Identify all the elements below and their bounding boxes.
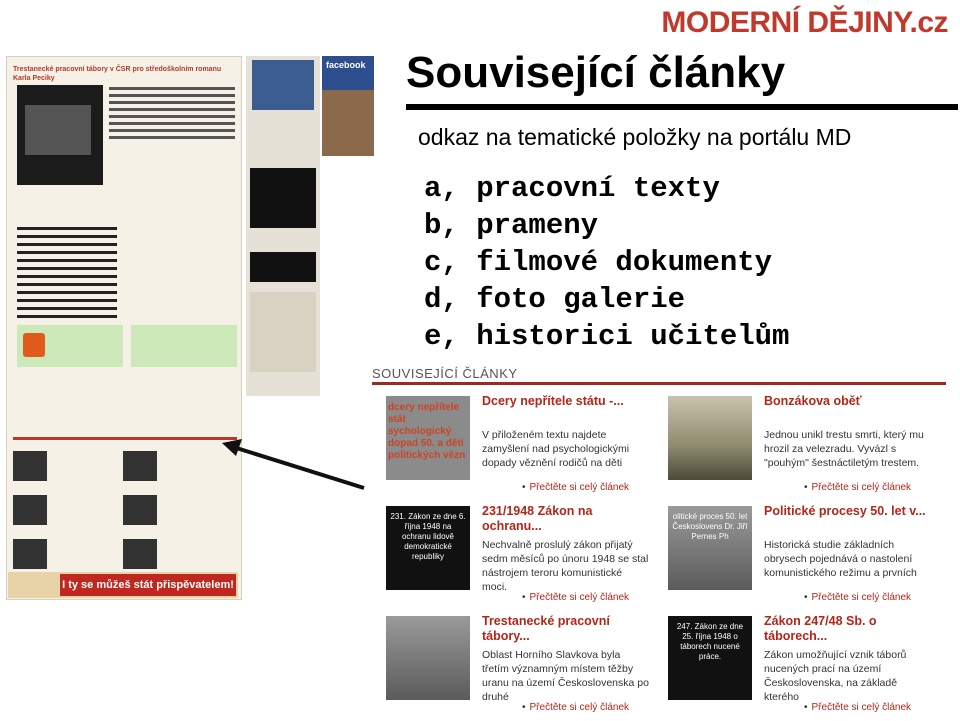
slide-subtitle: odkaz na tematické položky na portálu MD (418, 124, 852, 150)
thumbnail-caption: 231. Zákon ze dne 6. října 1948 na ochranu lidově demokratické republiky (390, 512, 466, 561)
article-title[interactable]: Bonzákova oběť (764, 394, 862, 408)
read-more-link[interactable]: • Přečtěte si celý článek (522, 592, 630, 603)
article-title[interactable]: Trestanecké pracovní tábory... (482, 614, 610, 643)
read-more-link[interactable]: • Přečtěte si celý článek (804, 592, 912, 603)
thumbnail-text-block (109, 87, 235, 143)
article-title[interactable]: Zákon 247/48 Sb. o táborech... (764, 614, 877, 643)
thumbnail-section-rule (13, 437, 237, 440)
thumbnail-book-image (322, 90, 374, 156)
read-more-label: Přečtěte si celý článek (529, 592, 630, 603)
thumbnail-list-block (17, 227, 117, 323)
contributor-banner (8, 572, 238, 598)
article-thumbnail[interactable] (668, 396, 752, 480)
article-card[interactable] (372, 606, 652, 720)
contributor-banner-text: I ty se můžeš stát přispěvatelem! (60, 574, 236, 596)
article-card[interactable] (654, 496, 934, 610)
topic-item: d, foto galerie (424, 283, 686, 316)
article-title[interactable]: Dcery nepřítele státu -... (482, 394, 624, 408)
website-thumbnail (6, 56, 242, 600)
thumbnail-sidebar (246, 56, 320, 396)
article-thumbnail[interactable] (386, 616, 470, 700)
thumbnail-header: Trestanecké pracovní tábory v ČSR pro středoškolním romanu Karla Peciky (13, 66, 222, 82)
topic-item: c, filmové dokumenty (424, 246, 773, 279)
slide-title: Související články (406, 48, 786, 97)
thumbnail-caption: olitické proces 50. let Českoslovens Dr. Jiří Pernes Ph (672, 512, 748, 541)
article-excerpt: Oblast Horního Slavkova byla třetím významným místem těžby uranu na území Československa po druhé (482, 649, 649, 703)
read-more-label: Přečtěte si celý článek (529, 702, 630, 713)
article-card[interactable] (372, 386, 652, 500)
read-more-label: Přečtěte si celý článek (811, 592, 912, 603)
site-logo (661, 6, 948, 40)
read-more-link[interactable]: • Přečtěte si celý článek (804, 482, 912, 493)
panel-heading: SOUVISEJÍCÍ ČLÁNKY (372, 366, 518, 381)
article-thumbnail[interactable] (386, 506, 470, 590)
logo-text-accent: Ě (828, 6, 849, 39)
thumbnail-worksheet-box (131, 325, 237, 367)
thumbnail-caption: 247. Zákon ze dne 25. října 1948 o táborech nucené práce. (676, 622, 744, 661)
topic-item: a, pracovní texty (424, 172, 720, 205)
article-excerpt: Jednou unikl trestu smrti, který mu hrozil za velezradu. Vyvázl s "pouhým" šestnáctiletým trestem. (764, 429, 924, 469)
article-excerpt: Historická studie základních obrysech pojednává o nastolení komunistického režimu a prvních (764, 539, 917, 579)
title-rule (406, 104, 958, 110)
presentation-icon (23, 333, 45, 357)
topic-item: b, prameny (424, 209, 599, 242)
read-more-label: Přečtěte si celý článek (811, 702, 912, 713)
read-more-link[interactable]: • Přečtěte si celý článek (804, 702, 912, 713)
article-card[interactable] (654, 606, 934, 720)
article-card[interactable] (654, 386, 934, 500)
article-title[interactable]: 231/1948 Zákon na ochranu... (482, 504, 593, 533)
topic-item: e, historici učitelům (424, 320, 790, 353)
pointer-arrow-icon (218, 436, 368, 492)
read-more-link[interactable]: • Přečtěte si celý článek (522, 482, 630, 493)
read-more-label: Přečtěte si celý článek (811, 482, 912, 493)
article-thumbnail[interactable] (668, 616, 752, 700)
article-card[interactable] (372, 496, 652, 610)
facebook-label: facebook (326, 60, 366, 70)
logo-text-right: JINY.cz (848, 6, 948, 39)
article-excerpt: Nechvalně proslulý zákon přijatý sedm měsíců po únoru 1948 se stal nástrojem teroru komunistické moci. (482, 539, 649, 593)
logo-text-left: MODERNÍ D (661, 6, 829, 39)
thumbnail-book-cover (17, 85, 103, 185)
article-thumbnail[interactable] (668, 506, 752, 590)
read-more-label: Přečtěte si celý článek (529, 482, 630, 493)
related-articles-panel (372, 362, 946, 718)
article-thumbnail[interactable] (386, 396, 470, 480)
thumbnail-caption: dcery nepřítele stát sychologický dopad 50. a děti politických vězn (388, 402, 466, 461)
article-title[interactable]: Politické procesy 50. let v... (764, 504, 926, 518)
read-more-link[interactable]: • Přečtěte si celý článek (522, 702, 630, 713)
panel-rule (372, 382, 946, 385)
article-excerpt: V přiloženém textu najdete zamyšlení nad psychologickými dopady věznění rodičů na děti (482, 429, 630, 469)
article-excerpt: Zákon umožňující vznik táborů nucených prací na území Československa, na základě kterého (764, 649, 907, 703)
topic-list (424, 170, 789, 355)
thumbnail-presentation-box (17, 325, 123, 367)
